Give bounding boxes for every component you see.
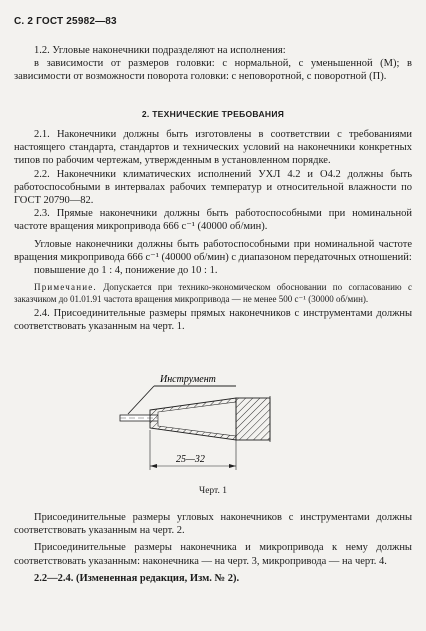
instrument-label: Инструмент [160, 374, 216, 385]
para-2-1: 2.1. Наконечники должны быть изготовлены в соответствии с требованиями настоящего стандарта, стандартов и технических условий на наконечники конкретных типов по рабочим чертежам, утвержденным в установленном порядке. [14, 129, 412, 167]
handpiece-end [236, 398, 270, 440]
para-ratio: повышение до 1 : 4, понижение до 10 : 1. [34, 265, 218, 277]
para-angular-dims: Присоединительные размеры угловых наконечников с инструментами должны соответствовать указанным на черт. 2. [14, 512, 412, 537]
dim-arrow-left [150, 464, 157, 468]
section-title: 2. ТЕХНИЧЕСКИЕ ТРЕБОВАНИЯ [141, 109, 285, 119]
note-text: Допускается при технико-экономическом обосновании по согласованию с заказчиком до 01.01.91 частота вращения микропривода — не менее 500 с⁻¹ (30000 об/мин). [14, 282, 412, 304]
page-header: С. 2 ГОСТ 25982—83 [14, 16, 117, 27]
amendment: 2.2—2.4. (Измененная редакция, Изм. № 2). [34, 572, 240, 584]
note-label: Примечание. [34, 282, 97, 293]
intro-line-1: 1.2. Угловые наконечники подразделяют на исполнения: [34, 45, 286, 56]
dim-arrow-right [229, 464, 236, 468]
after-block [14, 511, 412, 585]
intro-line-2: в зависимости от размеров головки: с нормальной, с уменьшенной (М); в зависимости от возможности поворота головки: с неповоротной, с поворотной (П). [14, 58, 412, 83]
para-2-2: 2.2. Наконечники климатических исполнений УХЛ 4.2 и О4.2 должны быть работоспособными в интервалах рабочих температур и относительной влажности по ГОСТ 20790—82. [14, 168, 412, 207]
para-angular: Угловые наконечники должны быть работоспособными при номинальной частоте вращения микропривода 666 с⁻¹ (40000 об/мин) с диапазоном передаточных отношений: [14, 238, 412, 263]
para-handpiece-dims: Присоединительные размеры наконечника и микропривода к нему должны соответствовать указанным: наконечника — на черт. 3, микропривода — на черт. 4. [14, 542, 412, 567]
figure-caption: Черт. 1 [199, 486, 227, 496]
para-2-3: 2.3. Прямые наконечники должны быть работоспособными при номинальной частоте вращения микропривода 666 с⁻¹ (40000 об/мин). [14, 208, 412, 233]
dimension-label: 25—32 [176, 454, 205, 465]
para-2-4: 2.4. Присоединительные размеры прямых наконечников с инструментами должны соответствовать указанным на черт. 1. [14, 308, 412, 333]
